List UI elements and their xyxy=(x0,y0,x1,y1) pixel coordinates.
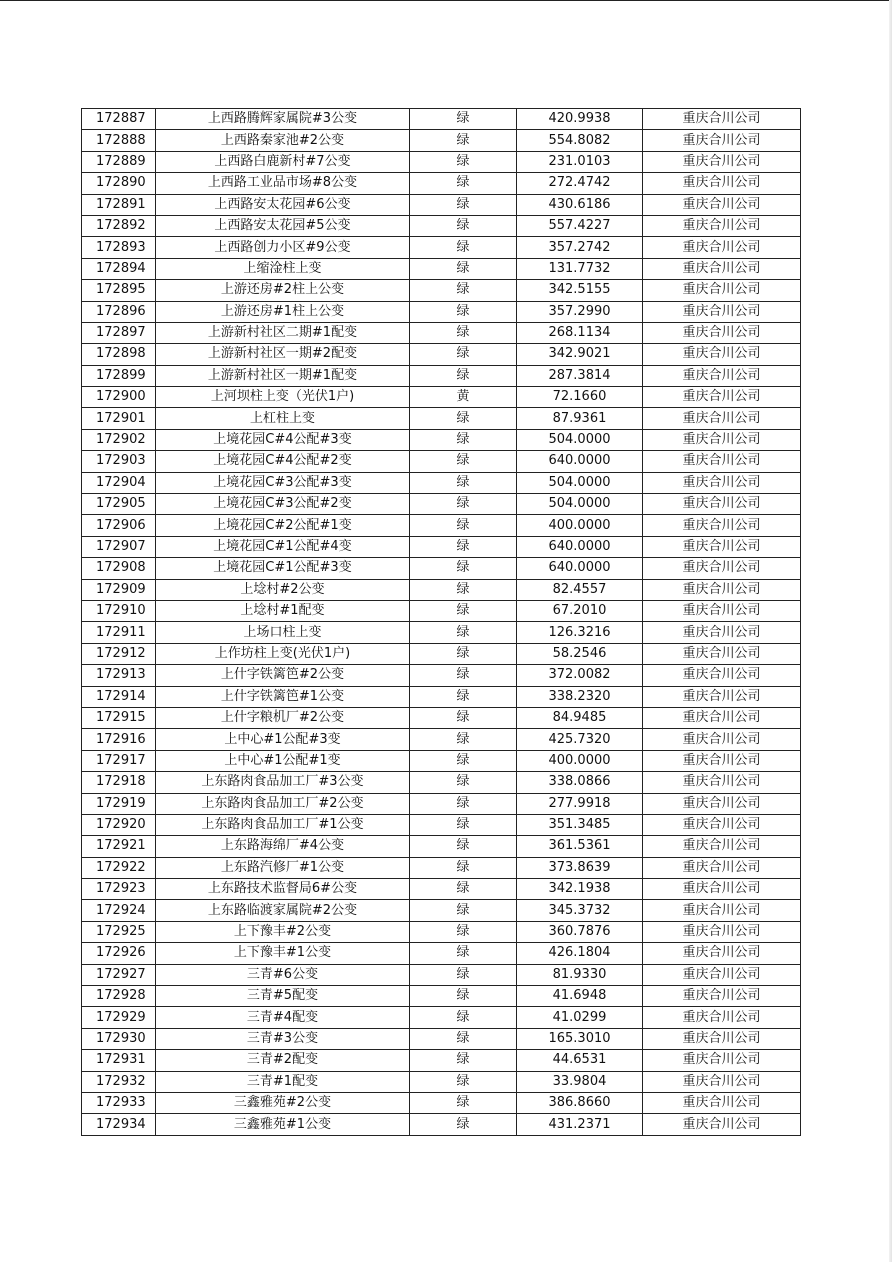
value-cell: 426.1804 xyxy=(517,943,643,964)
company-cell: 重庆合川公司 xyxy=(643,408,801,429)
status-color-cell: 绿 xyxy=(410,494,517,515)
status-color-cell: 绿 xyxy=(410,258,517,279)
station-id-cell: 172929 xyxy=(82,1007,156,1028)
value-cell: 33.9804 xyxy=(517,1071,643,1092)
table-row xyxy=(82,1114,801,1135)
station-id-cell: 172913 xyxy=(82,665,156,686)
company-cell: 重庆合川公司 xyxy=(643,515,801,536)
status-color-cell: 绿 xyxy=(410,322,517,343)
table-row xyxy=(82,472,801,493)
value-cell: 272.4742 xyxy=(517,173,643,194)
station-id-cell: 172891 xyxy=(82,194,156,215)
value-cell: 345.3732 xyxy=(517,900,643,921)
value-cell: 360.7876 xyxy=(517,921,643,942)
company-cell: 重庆合川公司 xyxy=(643,558,801,579)
station-name-cell: 三青#5配变 xyxy=(156,986,410,1007)
station-name-cell: 上游新村社区一期#2配变 xyxy=(156,344,410,365)
company-cell: 重庆合川公司 xyxy=(643,686,801,707)
table-row xyxy=(82,130,801,151)
company-cell: 重庆合川公司 xyxy=(643,258,801,279)
station-id-cell: 172920 xyxy=(82,814,156,835)
table-body xyxy=(82,109,801,1136)
company-cell: 重庆合川公司 xyxy=(643,344,801,365)
status-color-cell: 绿 xyxy=(410,921,517,942)
station-id-cell: 172934 xyxy=(82,1114,156,1135)
status-color-cell: 绿 xyxy=(410,707,517,728)
table-row xyxy=(82,707,801,728)
status-color-cell: 绿 xyxy=(410,814,517,835)
station-name-cell: 上东路肉食品加工厂#3公变 xyxy=(156,772,410,793)
company-cell: 重庆合川公司 xyxy=(643,151,801,172)
status-color-cell: 绿 xyxy=(410,173,517,194)
status-color-cell: 绿 xyxy=(410,1114,517,1135)
table-row xyxy=(82,558,801,579)
company-cell: 重庆合川公司 xyxy=(643,579,801,600)
station-id-cell: 172923 xyxy=(82,879,156,900)
company-cell: 重庆合川公司 xyxy=(643,943,801,964)
status-color-cell: 绿 xyxy=(410,365,517,386)
station-name-cell: 上境花园C#4公配#2变 xyxy=(156,451,410,472)
table-row xyxy=(82,322,801,343)
table-row xyxy=(82,1050,801,1071)
station-name-cell: 上东路技术监督局6#公变 xyxy=(156,879,410,900)
company-cell: 重庆合川公司 xyxy=(643,109,801,130)
table-row xyxy=(82,194,801,215)
status-color-cell: 绿 xyxy=(410,472,517,493)
station-id-cell: 172914 xyxy=(82,686,156,707)
station-name-cell: 上境花园C#1公配#4变 xyxy=(156,536,410,557)
table-row xyxy=(82,301,801,322)
table-row xyxy=(82,536,801,557)
status-color-cell: 绿 xyxy=(410,964,517,985)
status-color-cell: 绿 xyxy=(410,1092,517,1113)
value-cell: 372.0082 xyxy=(517,665,643,686)
status-color-cell: 绿 xyxy=(410,665,517,686)
table-row xyxy=(82,215,801,236)
status-color-cell: 绿 xyxy=(410,515,517,536)
company-cell: 重庆合川公司 xyxy=(643,215,801,236)
top-border-line xyxy=(0,0,892,1)
value-cell: 373.8639 xyxy=(517,857,643,878)
status-color-cell: 绿 xyxy=(410,857,517,878)
table-row xyxy=(82,600,801,621)
station-name-cell: 上游还房#1柱上公变 xyxy=(156,301,410,322)
table-row xyxy=(82,494,801,515)
status-color-cell: 绿 xyxy=(410,643,517,664)
value-cell: 351.3485 xyxy=(517,814,643,835)
station-name-cell: 上西路工业品市场#8公变 xyxy=(156,173,410,194)
station-name-cell: 上中心#1公配#1变 xyxy=(156,750,410,771)
value-cell: 277.9918 xyxy=(517,793,643,814)
table-row xyxy=(82,750,801,771)
station-id-cell: 172897 xyxy=(82,322,156,343)
table-row xyxy=(82,836,801,857)
company-cell: 重庆合川公司 xyxy=(643,921,801,942)
status-color-cell: 绿 xyxy=(410,558,517,579)
station-name-cell: 上什字粮机厂#2公变 xyxy=(156,707,410,728)
value-cell: 84.9485 xyxy=(517,707,643,728)
status-color-cell: 绿 xyxy=(410,215,517,236)
table-row xyxy=(82,729,801,750)
status-color-cell: 绿 xyxy=(410,879,517,900)
station-name-cell: 上西路创力小区#9公变 xyxy=(156,237,410,258)
table-row xyxy=(82,857,801,878)
status-color-cell: 绿 xyxy=(410,836,517,857)
value-cell: 430.6186 xyxy=(517,194,643,215)
station-name-cell: 上游还房#2柱上公变 xyxy=(156,280,410,301)
table-row xyxy=(82,964,801,985)
table-row xyxy=(82,451,801,472)
station-id-cell: 172906 xyxy=(82,515,156,536)
value-cell: 504.0000 xyxy=(517,429,643,450)
company-cell: 重庆合川公司 xyxy=(643,365,801,386)
station-id-cell: 172924 xyxy=(82,900,156,921)
status-color-cell: 绿 xyxy=(410,280,517,301)
station-name-cell: 上东路海绵厂#4公变 xyxy=(156,836,410,857)
station-name-cell: 上埝村#1配变 xyxy=(156,600,410,621)
status-color-cell: 绿 xyxy=(410,344,517,365)
company-cell: 重庆合川公司 xyxy=(643,387,801,408)
company-cell: 重庆合川公司 xyxy=(643,986,801,1007)
table-row xyxy=(82,173,801,194)
table-row xyxy=(82,814,801,835)
table-row xyxy=(82,686,801,707)
status-color-cell: 绿 xyxy=(410,1028,517,1049)
station-name-cell: 三青#6公变 xyxy=(156,964,410,985)
station-name-cell: 上境花园C#3公配#3变 xyxy=(156,472,410,493)
value-cell: 357.2990 xyxy=(517,301,643,322)
company-cell: 重庆合川公司 xyxy=(643,173,801,194)
station-id-cell: 172918 xyxy=(82,772,156,793)
status-color-cell: 绿 xyxy=(410,301,517,322)
company-cell: 重庆合川公司 xyxy=(643,1092,801,1113)
company-cell: 重庆合川公司 xyxy=(643,836,801,857)
status-color-cell: 绿 xyxy=(410,943,517,964)
station-name-cell: 上什字铁篱笆#2公变 xyxy=(156,665,410,686)
company-cell: 重庆合川公司 xyxy=(643,900,801,921)
value-cell: 82.4557 xyxy=(517,579,643,600)
value-cell: 81.9330 xyxy=(517,964,643,985)
station-id-cell: 172909 xyxy=(82,579,156,600)
table-row xyxy=(82,429,801,450)
value-cell: 640.0000 xyxy=(517,536,643,557)
station-name-cell: 上东路汽修厂#1公变 xyxy=(156,857,410,878)
value-cell: 640.0000 xyxy=(517,558,643,579)
company-cell: 重庆合川公司 xyxy=(643,1071,801,1092)
transformer-data-table xyxy=(81,108,801,1136)
value-cell: 357.2742 xyxy=(517,237,643,258)
table-row xyxy=(82,408,801,429)
table-row xyxy=(82,793,801,814)
station-id-cell: 172908 xyxy=(82,558,156,579)
status-color-cell: 绿 xyxy=(410,1071,517,1092)
company-cell: 重庆合川公司 xyxy=(643,322,801,343)
station-name-cell: 上西路安太花园#6公变 xyxy=(156,194,410,215)
station-name-cell: 上中心#1公配#3变 xyxy=(156,729,410,750)
status-color-cell: 绿 xyxy=(410,1007,517,1028)
value-cell: 44.6531 xyxy=(517,1050,643,1071)
station-name-cell: 上境花园C#3公配#2变 xyxy=(156,494,410,515)
table-row xyxy=(82,1028,801,1049)
value-cell: 231.0103 xyxy=(517,151,643,172)
station-name-cell: 上东路临渡家属院#2公变 xyxy=(156,900,410,921)
station-name-cell: 三青#3公变 xyxy=(156,1028,410,1049)
company-cell: 重庆合川公司 xyxy=(643,814,801,835)
station-id-cell: 172894 xyxy=(82,258,156,279)
value-cell: 287.3814 xyxy=(517,365,643,386)
company-cell: 重庆合川公司 xyxy=(643,1114,801,1135)
company-cell: 重庆合川公司 xyxy=(643,1050,801,1071)
station-id-cell: 172887 xyxy=(82,109,156,130)
status-color-cell: 绿 xyxy=(410,729,517,750)
value-cell: 431.2371 xyxy=(517,1114,643,1135)
table-row xyxy=(82,365,801,386)
station-id-cell: 172927 xyxy=(82,964,156,985)
table-row xyxy=(82,1092,801,1113)
value-cell: 425.7320 xyxy=(517,729,643,750)
value-cell: 400.0000 xyxy=(517,750,643,771)
company-cell: 重庆合川公司 xyxy=(643,1007,801,1028)
table-row xyxy=(82,643,801,664)
company-cell: 重庆合川公司 xyxy=(643,622,801,643)
station-name-cell: 上西路安太花园#5公变 xyxy=(156,215,410,236)
table-row xyxy=(82,986,801,1007)
station-name-cell: 上下豫丰#2公变 xyxy=(156,921,410,942)
company-cell: 重庆合川公司 xyxy=(643,772,801,793)
company-cell: 重庆合川公司 xyxy=(643,857,801,878)
value-cell: 67.2010 xyxy=(517,600,643,621)
status-color-cell: 绿 xyxy=(410,451,517,472)
status-color-cell: 绿 xyxy=(410,194,517,215)
table-row xyxy=(82,772,801,793)
value-cell: 126.3216 xyxy=(517,622,643,643)
station-id-cell: 172888 xyxy=(82,130,156,151)
value-cell: 342.5155 xyxy=(517,280,643,301)
value-cell: 131.7732 xyxy=(517,258,643,279)
station-id-cell: 172933 xyxy=(82,1092,156,1113)
table-row xyxy=(82,943,801,964)
station-name-cell: 三青#4配变 xyxy=(156,1007,410,1028)
table-row xyxy=(82,109,801,130)
station-id-cell: 172917 xyxy=(82,750,156,771)
station-id-cell: 172911 xyxy=(82,622,156,643)
value-cell: 58.2546 xyxy=(517,643,643,664)
station-name-cell: 上河坝柱上变（光伏1户) xyxy=(156,387,410,408)
station-id-cell: 172928 xyxy=(82,986,156,1007)
value-cell: 87.9361 xyxy=(517,408,643,429)
table-row xyxy=(82,387,801,408)
value-cell: 361.5361 xyxy=(517,836,643,857)
table-row xyxy=(82,1007,801,1028)
station-id-cell: 172912 xyxy=(82,643,156,664)
value-cell: 640.0000 xyxy=(517,451,643,472)
station-name-cell: 上什字铁篱笆#1公变 xyxy=(156,686,410,707)
company-cell: 重庆合川公司 xyxy=(643,600,801,621)
company-cell: 重庆合川公司 xyxy=(643,665,801,686)
status-color-cell: 绿 xyxy=(410,986,517,1007)
table-row xyxy=(82,151,801,172)
value-cell: 400.0000 xyxy=(517,515,643,536)
value-cell: 72.1660 xyxy=(517,387,643,408)
station-name-cell: 三鑫雅苑#1公变 xyxy=(156,1114,410,1135)
status-color-cell: 绿 xyxy=(410,408,517,429)
value-cell: 342.1938 xyxy=(517,879,643,900)
company-cell: 重庆合川公司 xyxy=(643,237,801,258)
table-row xyxy=(82,258,801,279)
station-id-cell: 172896 xyxy=(82,301,156,322)
status-color-cell: 绿 xyxy=(410,536,517,557)
table-row xyxy=(82,344,801,365)
station-name-cell: 上西路秦家池#2公变 xyxy=(156,130,410,151)
value-cell: 41.6948 xyxy=(517,986,643,1007)
company-cell: 重庆合川公司 xyxy=(643,643,801,664)
table-row xyxy=(82,237,801,258)
station-name-cell: 上作坊柱上变(光伏1户) xyxy=(156,643,410,664)
company-cell: 重庆合川公司 xyxy=(643,429,801,450)
table-row xyxy=(82,900,801,921)
station-id-cell: 172910 xyxy=(82,600,156,621)
value-cell: 420.9938 xyxy=(517,109,643,130)
status-color-cell: 绿 xyxy=(410,600,517,621)
station-id-cell: 172926 xyxy=(82,943,156,964)
station-name-cell: 上境花园C#4公配#3变 xyxy=(156,429,410,450)
station-name-cell: 上西路白鹿新村#7公变 xyxy=(156,151,410,172)
station-name-cell: 上境花园C#1公配#3变 xyxy=(156,558,410,579)
company-cell: 重庆合川公司 xyxy=(643,280,801,301)
status-color-cell: 绿 xyxy=(410,750,517,771)
station-id-cell: 172903 xyxy=(82,451,156,472)
status-color-cell: 绿 xyxy=(410,151,517,172)
value-cell: 557.4227 xyxy=(517,215,643,236)
station-id-cell: 172916 xyxy=(82,729,156,750)
table-row xyxy=(82,622,801,643)
station-id-cell: 172901 xyxy=(82,408,156,429)
status-color-cell: 黄 xyxy=(410,387,517,408)
status-color-cell: 绿 xyxy=(410,686,517,707)
status-color-cell: 绿 xyxy=(410,622,517,643)
station-id-cell: 172919 xyxy=(82,793,156,814)
value-cell: 41.0299 xyxy=(517,1007,643,1028)
station-id-cell: 172925 xyxy=(82,921,156,942)
station-name-cell: 上场口柱上变 xyxy=(156,622,410,643)
table-row xyxy=(82,1071,801,1092)
station-id-cell: 172899 xyxy=(82,365,156,386)
station-name-cell: 上杠柱上变 xyxy=(156,408,410,429)
value-cell: 504.0000 xyxy=(517,472,643,493)
station-id-cell: 172922 xyxy=(82,857,156,878)
company-cell: 重庆合川公司 xyxy=(643,194,801,215)
company-cell: 重庆合川公司 xyxy=(643,793,801,814)
station-name-cell: 上东路肉食品加工厂#2公变 xyxy=(156,793,410,814)
value-cell: 268.1134 xyxy=(517,322,643,343)
station-id-cell: 172902 xyxy=(82,429,156,450)
station-name-cell: 三青#2配变 xyxy=(156,1050,410,1071)
company-cell: 重庆合川公司 xyxy=(643,729,801,750)
status-color-cell: 绿 xyxy=(410,772,517,793)
status-color-cell: 绿 xyxy=(410,109,517,130)
station-name-cell: 三鑫雅苑#2公变 xyxy=(156,1092,410,1113)
value-cell: 338.0866 xyxy=(517,772,643,793)
station-name-cell: 上缩淦柱上变 xyxy=(156,258,410,279)
company-cell: 重庆合川公司 xyxy=(643,1028,801,1049)
station-id-cell: 172893 xyxy=(82,237,156,258)
station-id-cell: 172907 xyxy=(82,536,156,557)
status-color-cell: 绿 xyxy=(410,237,517,258)
company-cell: 重庆合川公司 xyxy=(643,879,801,900)
status-color-cell: 绿 xyxy=(410,900,517,921)
station-name-cell: 上西路腾辉家属院#3公变 xyxy=(156,109,410,130)
station-id-cell: 172890 xyxy=(82,173,156,194)
value-cell: 165.3010 xyxy=(517,1028,643,1049)
value-cell: 338.2320 xyxy=(517,686,643,707)
station-id-cell: 172898 xyxy=(82,344,156,365)
company-cell: 重庆合川公司 xyxy=(643,536,801,557)
status-color-cell: 绿 xyxy=(410,429,517,450)
station-name-cell: 上游新村社区二期#1配变 xyxy=(156,322,410,343)
station-id-cell: 172889 xyxy=(82,151,156,172)
station-id-cell: 172895 xyxy=(82,280,156,301)
station-id-cell: 172892 xyxy=(82,215,156,236)
table-row xyxy=(82,921,801,942)
company-cell: 重庆合川公司 xyxy=(643,750,801,771)
company-cell: 重庆合川公司 xyxy=(643,707,801,728)
company-cell: 重庆合川公司 xyxy=(643,301,801,322)
station-name-cell: 三青#1配变 xyxy=(156,1071,410,1092)
company-cell: 重庆合川公司 xyxy=(643,472,801,493)
table-row xyxy=(82,665,801,686)
company-cell: 重庆合川公司 xyxy=(643,494,801,515)
company-cell: 重庆合川公司 xyxy=(643,130,801,151)
status-color-cell: 绿 xyxy=(410,579,517,600)
station-id-cell: 172900 xyxy=(82,387,156,408)
station-name-cell: 上下豫丰#1公变 xyxy=(156,943,410,964)
value-cell: 342.9021 xyxy=(517,344,643,365)
station-id-cell: 172905 xyxy=(82,494,156,515)
value-cell: 504.0000 xyxy=(517,494,643,515)
status-color-cell: 绿 xyxy=(410,1050,517,1071)
company-cell: 重庆合川公司 xyxy=(643,964,801,985)
station-id-cell: 172931 xyxy=(82,1050,156,1071)
status-color-cell: 绿 xyxy=(410,793,517,814)
station-id-cell: 172904 xyxy=(82,472,156,493)
value-cell: 554.8082 xyxy=(517,130,643,151)
station-name-cell: 上游新村社区一期#1配变 xyxy=(156,365,410,386)
status-color-cell: 绿 xyxy=(410,130,517,151)
company-cell: 重庆合川公司 xyxy=(643,451,801,472)
station-id-cell: 172921 xyxy=(82,836,156,857)
station-id-cell: 172930 xyxy=(82,1028,156,1049)
table-row xyxy=(82,579,801,600)
station-name-cell: 上东路肉食品加工厂#1公变 xyxy=(156,814,410,835)
station-id-cell: 172932 xyxy=(82,1071,156,1092)
value-cell: 386.8660 xyxy=(517,1092,643,1113)
table-row xyxy=(82,280,801,301)
station-id-cell: 172915 xyxy=(82,707,156,728)
table-row xyxy=(82,879,801,900)
table-row xyxy=(82,515,801,536)
station-name-cell: 上埝村#2公变 xyxy=(156,579,410,600)
station-name-cell: 上境花园C#2公配#1变 xyxy=(156,515,410,536)
